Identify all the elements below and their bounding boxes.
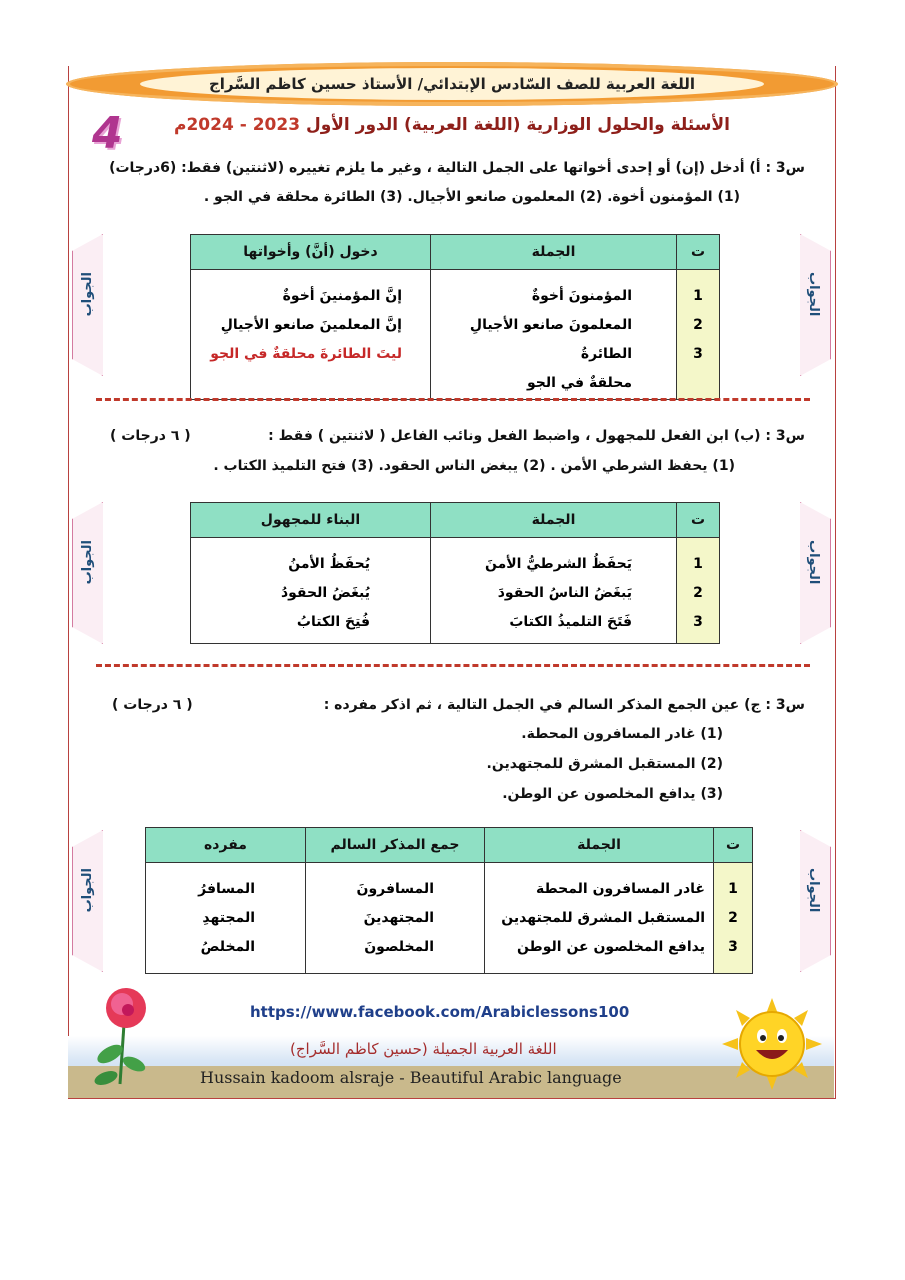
page-title	[170, 115, 730, 135]
answer-tab-label: الجواب	[806, 272, 821, 317]
sentence-cell	[485, 863, 714, 974]
footer-english-signature: Hussain kadoom alsraje - Beautiful Arabic language	[200, 1068, 622, 1087]
col-header-answer: دخول (أنَّ) وأخواتها	[191, 235, 431, 270]
answer-tab-label: الجواب	[806, 868, 821, 913]
table-row: يُحفَظُ الأمنُ	[288, 556, 370, 572]
rose-icon	[84, 984, 164, 1092]
facebook-link[interactable]: https://www.facebook.com/Arabiclessons100	[250, 1003, 630, 1021]
table-row: المجتهدينَ	[363, 910, 434, 926]
q3-item-3: (3) يدافع المخلصون عن الوطن.	[502, 786, 723, 802]
sentence-cell	[431, 270, 677, 400]
col-header-sentence: الجملة	[431, 503, 677, 538]
table-row: المسافرُ	[198, 881, 255, 897]
col-header-number: ت	[714, 828, 753, 863]
col-header-number: ت	[677, 235, 720, 270]
plural-cell	[306, 863, 485, 974]
answer-tab-label: الجواب	[80, 540, 95, 585]
answer-cell	[191, 270, 431, 400]
col-header-plural: جمع المذكر السالم	[306, 828, 485, 863]
q2-marks: ( ٦ درجات )	[110, 428, 191, 444]
q1-prompt: س3 : أ) أدخل (إن) أو إحدى أخواتها على الجمل التالية ، وغير ما يلزم تغييره (لاثنتين) فقط: (6درجات)	[109, 160, 805, 176]
q1-items: (1) المؤمنون أخوة. (2) المعلمون صانعو الأجيال. (3) الطائرة محلقة في الجو .	[203, 189, 740, 205]
table-row: المستقبل المشرق للمجتهدين	[501, 910, 705, 926]
table-row: إنَّ المؤمنينَ أخوةٌ	[282, 288, 402, 304]
table-row: المخلصونَ	[364, 939, 434, 955]
number-cell: 1 2 3	[677, 270, 720, 400]
section-divider	[96, 398, 810, 401]
q3-prompt: س3 : ج) عين الجمع المذكر السالم في الجمل التالية ، ثم اذكر مفرده :	[323, 697, 805, 713]
title-year: 2023 - 2024م	[174, 115, 301, 135]
col-header-sentence: الجملة	[431, 235, 677, 270]
q2-items: (1) يحفظ الشرطي الأمن . (2) يبغض الناس الحقود. (3) فتح التلميذ الكتاب .	[213, 458, 735, 474]
number-cell: 1 2 3	[677, 538, 720, 644]
page-number-badge: 4	[92, 108, 123, 159]
q3-answer-table	[145, 827, 753, 974]
table-row: فَتَحَ التلميذُ الكتابَ	[509, 614, 632, 630]
table-row: المعلمونَ صانعو الأجيالِ الطائرةُ	[469, 317, 632, 362]
answer-tab-label: الجواب	[80, 272, 95, 317]
table-row: غادر المسافرون المحطة	[536, 881, 705, 897]
table-row: فُتِحَ الكتابُ	[296, 614, 370, 630]
table-row: المؤمنونَ أخوةٌ	[531, 288, 632, 304]
title-text: الأسئلة والحلول الوزارية (اللغة العربية) الدور الأول	[305, 115, 730, 135]
sun-icon	[720, 996, 824, 1092]
footer-arabic-signature: اللغة العربية الجميلة (حسين كاظم السَّراج)	[290, 1040, 557, 1058]
col-header-sentence: الجملة	[485, 828, 714, 863]
header-subtitle: اللغة العربية للصف السّادس الإبتدائي/ الأستاذ حسين كاظم السَّراج	[140, 68, 764, 100]
sentence-cell	[431, 538, 677, 644]
table-row: يَحفَظُ الشرطيُّ الأمنَ	[484, 556, 632, 572]
q3-item-1: (1) غادر المسافرون المحطة.	[521, 726, 723, 742]
q3-marks: ( ٦ درجات )	[112, 697, 193, 713]
q2-prompt: س3 : (ب) ابن الفعل للمجهول ، واضبط الفعل ونائب الفاعل ( لاثنتين ) فقط :	[268, 428, 805, 444]
table-row: المخلصُ	[200, 939, 255, 955]
q2-answer-table	[190, 502, 720, 644]
q3-item-2: (2) المستقبل المشرق للمجتهدين.	[486, 756, 723, 772]
col-header-number: ت	[677, 503, 720, 538]
table-row: يَبغَضُ الناسُ الحقودَ	[497, 585, 632, 601]
answer-tab-label: الجواب	[80, 868, 95, 913]
table-row: المجتهدِ	[202, 910, 255, 926]
table-row: يُبغَضُ الحقودُ	[280, 585, 370, 601]
table-row: ليتَ الطائرةَ محلقةٌ في الجو	[210, 346, 402, 362]
col-header-singular: مفرده	[146, 828, 306, 863]
singular-cell	[146, 863, 306, 974]
col-header-answer: البناء للمجهول	[191, 503, 431, 538]
answer-cell	[191, 538, 431, 644]
answer-tab-label: الجواب	[806, 540, 821, 585]
table-row: يدافع المخلصون عن الوطن	[516, 939, 705, 955]
number-cell: 1 2 3	[714, 863, 753, 974]
section-divider	[96, 664, 810, 667]
table-row: محلقةٌ في الجو	[526, 375, 632, 391]
table-row: المسافرونَ	[356, 881, 434, 897]
table-row: إنَّ المعلمينَ صانعو الأجيالِ	[220, 317, 402, 333]
q1-answer-table	[190, 234, 720, 400]
